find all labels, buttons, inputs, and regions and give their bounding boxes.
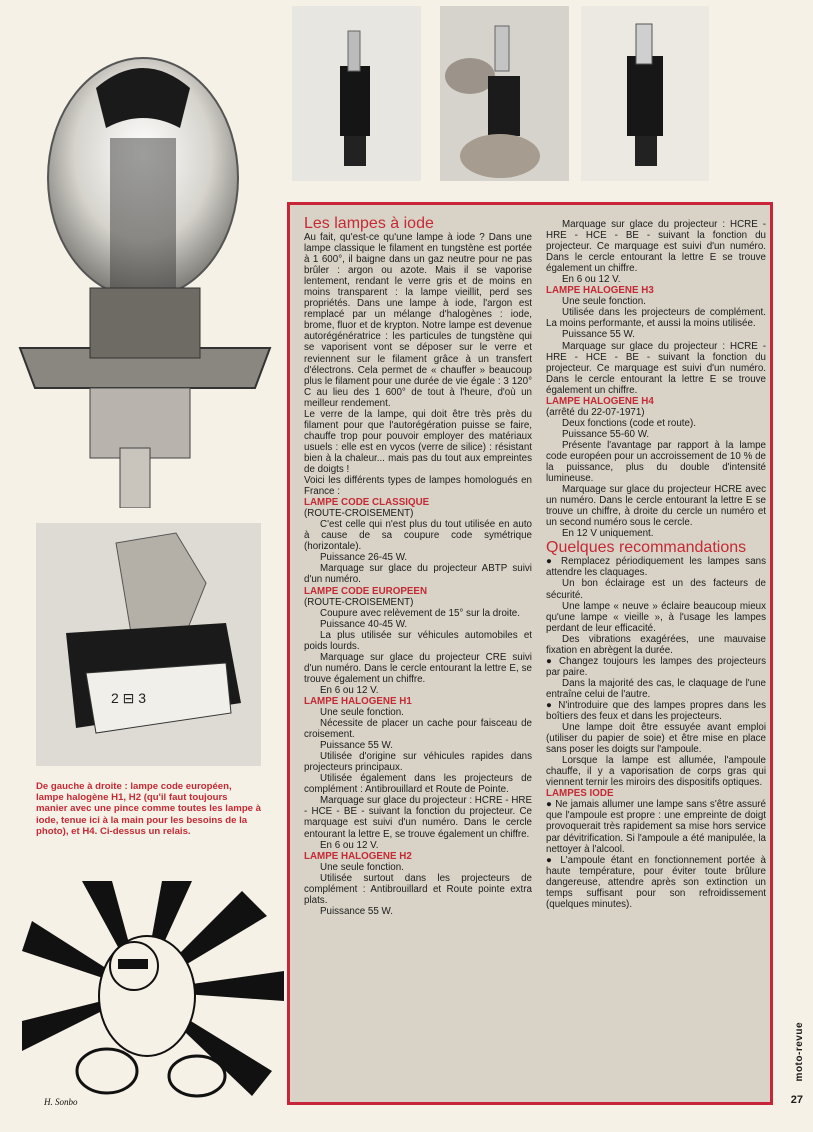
paragraph: Le verre de la lampe, qui doit être très près du filament pour que l'autorégération puisse se faire, chauffe trop pour pouvoir employer des matériaux usuels : elle est en vycos (verre de silice) : résistant bien à la chaleur... mais pas du tout aux empreintes de doigts !	[304, 408, 532, 475]
paragraph: Une seule fonction.	[320, 861, 404, 873]
svg-text:2 ⊟ 3: 2 ⊟ 3	[111, 690, 147, 706]
paragraph: Utilisée d'origine sur véhicules rapides dans projecteurs principaux.	[304, 751, 532, 774]
halogen-bulb-photo	[0, 28, 282, 508]
paragraph: Une lampe doit être essuyée avant emploi (utiliser du papier de soie) et être mise en place sans poser les doigts sur l'ampoule.	[546, 722, 766, 756]
bullet-paragraph: ● L'ampoule étant en fonctionnement portée à haute température, pour éviter toute brûlure dangereuse, attendre après son extinction un temps suffisant pour son refroidissement (quelques minutes).	[546, 854, 766, 910]
bulb-h4-photo	[581, 6, 709, 181]
relay-photo	[36, 523, 261, 766]
paragraph: Marquage sur glace du projecteur HCRE avec un numéro. Dans le cercle entourant la lettre E se trouve un chiffre, à droite du cercle un numéro et un second numéro sous le cercle.	[546, 484, 766, 529]
section-title: Quelques recommandations	[546, 539, 747, 557]
lamp-type-heading: LAMPE HALOGENE H4	[546, 395, 654, 407]
paragraph: Puissance 26-45 W.	[320, 552, 408, 564]
article-left-column	[304, 215, 532, 917]
paragraph: Au fait, qu'est-ce qu'une lampe à iode ? Dans une lampe classique le filament en tungstène est portée à 1 600°, il baigne dans un gaz neutre pour ne pas brûler : argon ou azote. Mais il se vaporise lentement, rendant le verre gris et de moins en moins transparent : la lampe vieillit, perd ses propriétés. Dans une lampe à iode, l'argon est remplacé par un mélange d'halogènes : iode, brome, fluor et de krypton. Notre lampe est devenue autorégénératrice : les particules de tungstène qui se vaporisent vont se déposer sur le verre et reviennent sur le filament grâce à un transfert d'électrons. Cela permet de « chauffer » beaucoup plus le filament pour une durée de vie égale : 3 120° C au lieu des 1 600° de tout à l'heure, d'où un meilleur rendement.	[304, 232, 532, 409]
paragraph: Lorsque la lampe est allumée, l'ampoule chauffe, il y a vaporisation de corps gras qui viennent ternir les miroirs des dispositifs optiques.	[546, 755, 766, 789]
paragraph: Présente l'avantage par rapport à la lampe code européen pour un accroissement de 10 % de la puissance, plus du double d'intensité lumineuse.	[546, 439, 766, 485]
paragraph: Une seule fonction.	[562, 296, 646, 308]
paragraph: Marquage sur glace du projecteur : HCRE - HRE - HCE - BE - suivant la fonction du projecteur. Ce marquage est suivi d'un numéro. Dans le cercle entourant la lettre E se trouve également un chiffre.	[546, 219, 766, 275]
bullet-icon: ●	[546, 799, 556, 811]
paragraph: Marquage sur glace du projecteur CRE suivi d'un numéro. Dans le cercle entourant la lettre E, se trouve également un chiffre.	[304, 651, 532, 685]
bullet-paragraph: ● Changez toujours les lampes des projecteurs par paire.	[546, 655, 766, 678]
paragraph: C'est celle qui n'est plus du tout utilisée en auto à cause de sa coupure code symétrique (horizontale).	[304, 519, 532, 553]
paragraph: Une seule fonction.	[320, 707, 404, 719]
paragraph: (ROUTE-CROISEMENT)	[304, 596, 414, 608]
paragraph: (ROUTE-CROISEMENT)	[304, 508, 414, 520]
illustration-signature: H. Sonbo	[44, 1097, 78, 1107]
paragraph: Utilisée dans les projecteurs de complément. La moins performante, et aussi la moins utilisée.	[546, 307, 766, 330]
section-title: Les lampes à iode	[304, 215, 434, 232]
paragraph: Un bon éclairage est un des facteurs de sécurité.	[546, 578, 766, 601]
paragraph: Deux fonctions (code et route).	[562, 417, 696, 429]
lamp-type-heading: LAMPE CODE EUROPEEN	[304, 585, 428, 597]
bulb-h1-photo	[292, 6, 421, 181]
paragraph: Une lampe « neuve » éclaire beaucoup mieux qu'une lampe « vieille », à l'usage les lampes perdant de leur efficacité.	[546, 600, 766, 634]
paragraph: Des vibrations exagérées, une mauvaise fixation en abrègent la durée.	[546, 633, 766, 656]
magazine-side-label: moto-revue	[794, 1022, 805, 1082]
page-number: 27	[790, 1094, 803, 1106]
bullet-icon: ●	[546, 556, 562, 568]
motorcyclist-illustration	[22, 881, 284, 1111]
lamp-type-heading: LAMPE CODE CLASSIQUE	[304, 497, 430, 509]
paragraph: Puissance 40-45 W.	[320, 618, 408, 630]
paragraph: En 12 V uniquement.	[562, 528, 654, 540]
paragraph: Puissance 55-60 W.	[562, 428, 650, 440]
bullet-icon: ●	[546, 699, 559, 711]
paragraph: Voici les différents types de lampes homologués en France :	[304, 475, 532, 498]
photo-caption: De gauche à droite : lampe code européen, lampe halogène H1, H2 (qu'il faut toujours manier avec une pince comme toutes les lampe à iode, tenue ici à la main pour les besoins de la photo), et H4. Ci-dessus un relais.	[36, 781, 262, 837]
paragraph: Puissance 55 W.	[320, 905, 393, 917]
paragraph: En 6 ou 12 V.	[562, 274, 621, 286]
paragraph: Puissance 55 W.	[320, 740, 393, 752]
lamp-type-heading: LAMPE HALOGENE H2	[304, 850, 412, 862]
paragraph: Nécessite de placer un cache pour faisceau de croisement.	[304, 718, 532, 741]
paragraph: Marquage sur glace du projecteur : HCRE - HRE - HCE - BE - suivant la fonction du projecteur. Ce marquage est suivi d'un numéro. Dans le cercle entourant la lettre E, se trouve également un chiffre.	[304, 795, 532, 840]
paragraph: En 6 ou 12 V.	[320, 839, 379, 851]
bullet-icon: ●	[546, 854, 561, 866]
bullet-paragraph: ● N'introduire que des lampes propres dans les boîtiers des feux et dans les projecteurs.	[546, 699, 767, 723]
paragraph: Coupure avec relèvement de 15° sur la droite.	[320, 607, 520, 619]
paragraph: Utilisée également dans les projecteurs de complément : Antibrouillard et Route de Pointe.	[304, 773, 532, 796]
lamp-type-heading: LAMPE HALOGENE H3	[546, 285, 654, 297]
paragraph: Marquage sur glace du projecteur ABTP suivi d'un numéro.	[304, 563, 532, 586]
paragraph: La plus utilisée sur véhicules automobiles et poids lourds.	[304, 629, 532, 652]
lamp-type-heading: LAMPES IODE	[546, 788, 614, 800]
bulb-h2-photo	[440, 6, 569, 181]
lamp-type-heading: LAMPE HALOGENE H1	[304, 695, 412, 707]
bullet-paragraph: ● Remplacez périodiquement les lampes sans attendre les claquages.	[546, 556, 766, 579]
bullet-paragraph: ● Ne jamais allumer une lampe sans s'être assuré que l'ampoule est propre : une empreinte de doigt provoquerait très rapidement sa mise hors service par dévitrification. Si l'ampoule a été manipulée, la nettoyer à l'alcool.	[546, 799, 766, 855]
paragraph: Puissance 55 W.	[562, 329, 635, 341]
paragraph: (arrêté du 22-07-1971)	[546, 406, 645, 418]
article-right-column	[546, 219, 766, 910]
paragraph: En 6 ou 12 V.	[320, 684, 379, 696]
paragraph: Marquage sur glace du projecteur : HCRE -HRE - HCE - BE - suivant la fonction du projecteur. Ce marquage est suivi d'un numéro. Dans le cercle entourant la lettre E se trouve également un chiffre.	[546, 340, 766, 396]
bullet-icon: ●	[546, 655, 560, 667]
paragraph: Utilisée surtout dans les projecteurs de complément : Antibrouillard et Route pointe extra plats.	[304, 872, 532, 906]
paragraph: Dans la majorité des cas, le claquage de l'une entraîne celui de l'autre.	[546, 677, 766, 700]
article-box	[287, 202, 773, 1105]
